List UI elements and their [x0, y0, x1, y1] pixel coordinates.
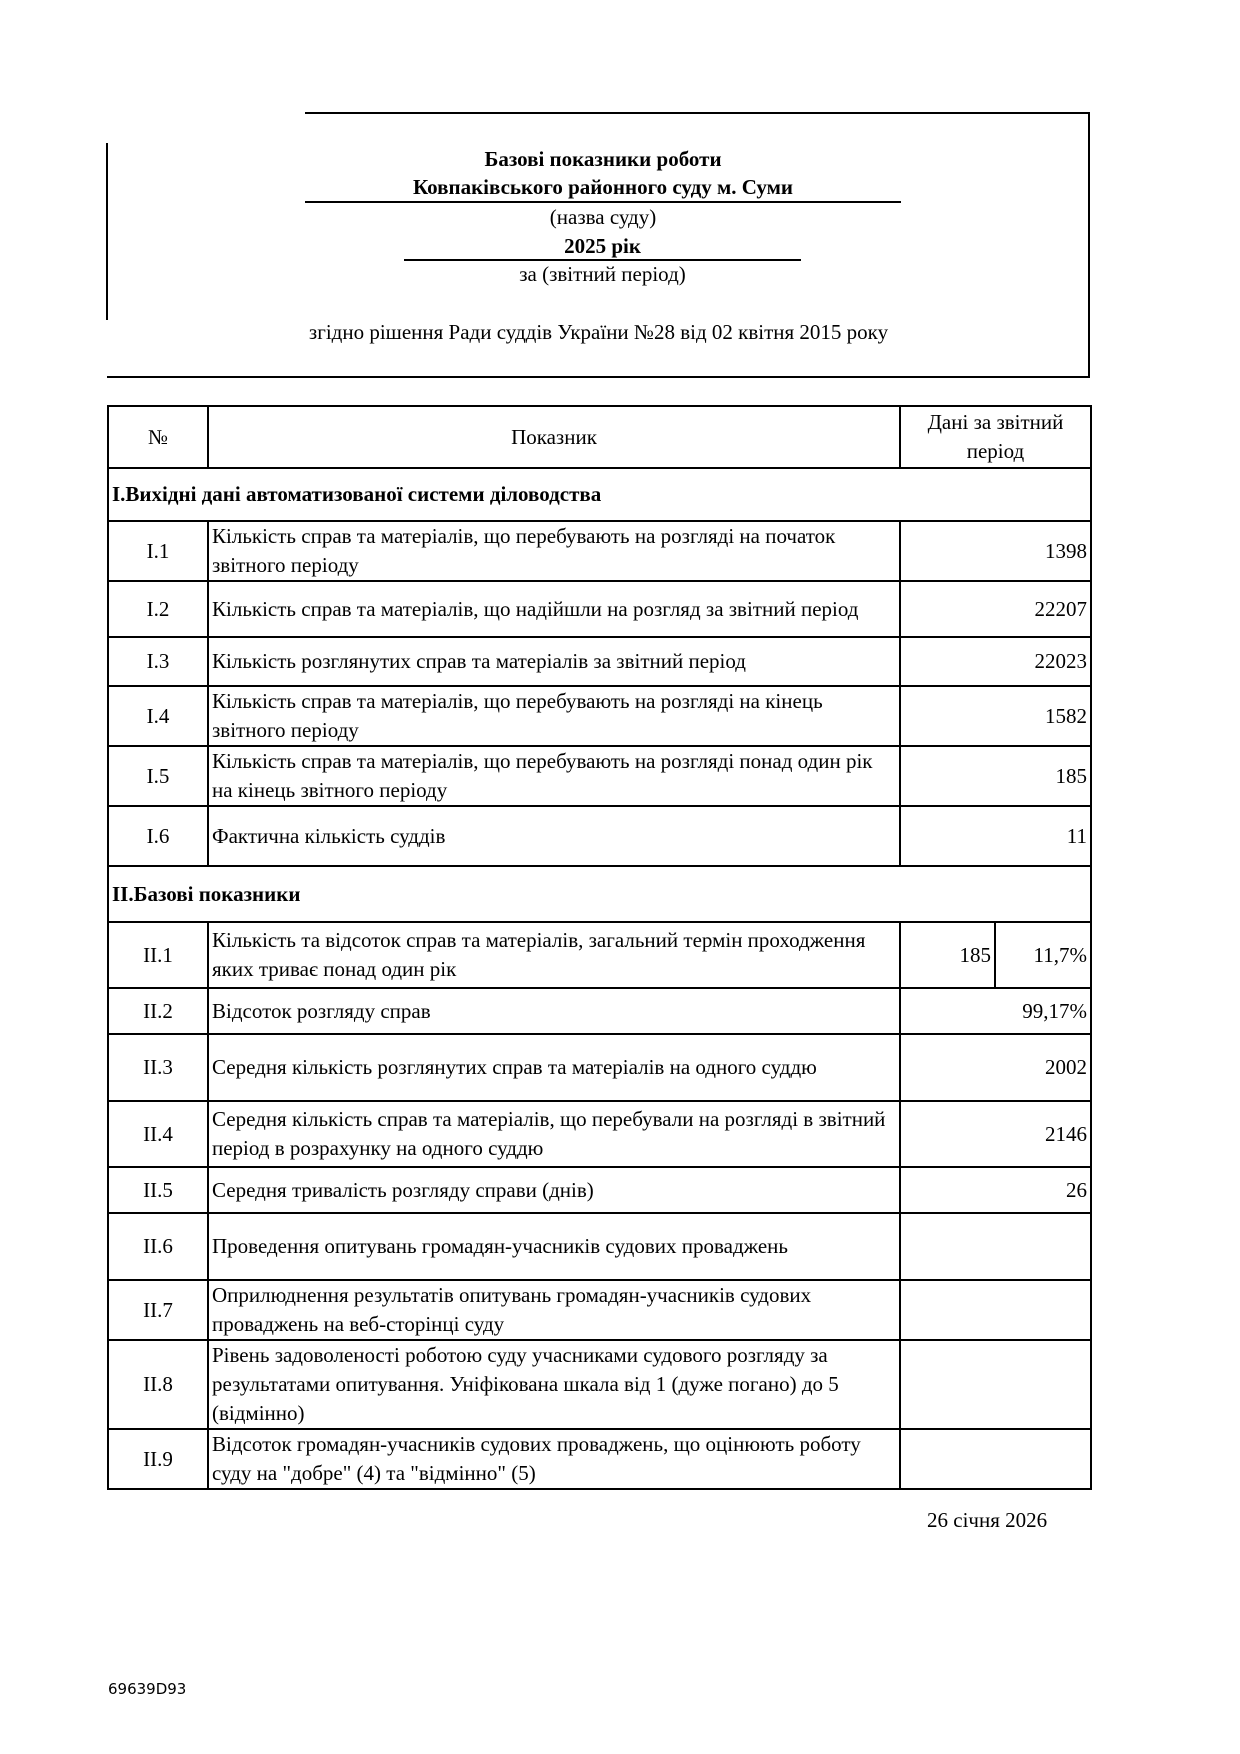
row-indicator: Середня кількість розглянутих справ та матеріалів на одного суддю — [208, 1034, 900, 1101]
table-row — [108, 1213, 1091, 1280]
table-row — [108, 686, 1091, 746]
document-code: 69639D93 — [108, 1680, 187, 1698]
header-bottom-border — [107, 376, 1090, 378]
table-row — [108, 746, 1091, 806]
row-number: II.9 — [108, 1429, 208, 1489]
section-title: II.Базові показники — [108, 866, 1091, 922]
row-indicator: Проведення опитувань громадян-учасників судових проваджень — [208, 1213, 900, 1280]
row-indicator: Кількість справ та матеріалів, що надійшли на розгляд за звітний період — [208, 581, 900, 637]
row-number: II.3 — [108, 1034, 208, 1101]
row-value — [900, 1213, 1091, 1280]
row-value — [900, 1429, 1091, 1489]
row-value: 99,17% — [900, 988, 1091, 1034]
table-row — [108, 1101, 1091, 1167]
row-value: 11 — [900, 806, 1091, 866]
report-title: Базові показники роботи — [484, 147, 722, 171]
header-left-border — [106, 143, 108, 320]
report-date: 26 січня 2026 — [927, 1508, 1048, 1532]
row-indicator: Фактична кількість суддів — [208, 806, 900, 866]
row-value: 22023 — [900, 637, 1091, 686]
row-value — [900, 1340, 1091, 1429]
row-value-count: 185 — [900, 922, 995, 988]
row-number: II.4 — [108, 1101, 208, 1167]
section-row — [108, 866, 1091, 922]
row-number: I.1 — [108, 521, 208, 581]
row-value: 1582 — [900, 686, 1091, 746]
row-value: 22207 — [900, 581, 1091, 637]
row-number: II.6 — [108, 1213, 208, 1280]
row-value: 2146 — [900, 1101, 1091, 1167]
table-row — [108, 922, 1091, 988]
table-row — [108, 1167, 1091, 1213]
basis-text: згідно рішення Ради суддів України №28 від 02 квітня 2015 року — [308, 320, 889, 344]
row-number: I.5 — [108, 746, 208, 806]
row-indicator: Кількість розглянутих справ та матеріалів за звітний період — [208, 637, 900, 686]
row-number: I.2 — [108, 581, 208, 637]
table-row — [108, 1034, 1091, 1101]
row-indicator: Середня кількість справ та матеріалів, що перебували на розгляді в звітний період в розрахунку на одного суддю — [208, 1101, 900, 1167]
table-row — [108, 806, 1091, 866]
row-number: II.2 — [108, 988, 208, 1034]
table-row — [108, 521, 1091, 581]
row-indicator: Відсоток розгляду справ — [208, 988, 900, 1034]
row-number: II.7 — [108, 1280, 208, 1340]
row-value: 2002 — [900, 1034, 1091, 1101]
column-header-value: Дані за звітний період — [900, 406, 1091, 468]
row-indicator: Оприлюднення результатів опитувань громадян-учасників судових проваджень на веб-сторінці суду — [208, 1280, 900, 1340]
row-value-percent: 11,7% — [995, 922, 1091, 988]
row-indicator: Кількість справ та матеріалів, що перебувають на розгляді на кінець звітного періоду — [208, 686, 900, 746]
table-row — [108, 581, 1091, 637]
header-top-border — [305, 112, 1090, 114]
column-header-indicator: Показник — [208, 406, 900, 468]
row-indicator: Кількість справ та матеріалів, що перебувають на розгляді понад один рік на кінець звітного періоду — [208, 746, 900, 806]
row-value: 1398 — [900, 521, 1091, 581]
table-row — [108, 988, 1091, 1034]
row-value: 185 — [900, 746, 1091, 806]
row-indicator: Середня тривалість розгляду справи (днів) — [208, 1167, 900, 1213]
row-value — [900, 1280, 1091, 1340]
row-number: I.6 — [108, 806, 208, 866]
row-indicator: Рівень задоволеності роботою суду учасниками судового розгляду за результатами опитування. Уніфікована шкала від 1 (дуже погано) до 5 (відмінно) — [208, 1340, 900, 1429]
row-number: I.3 — [108, 637, 208, 686]
row-number: II.5 — [108, 1167, 208, 1213]
row-indicator: Відсоток громадян-учасників судових проваджень, що оцінюють роботу суду на "добре" (4) та "відмінно" (5) — [208, 1429, 900, 1489]
row-number: I.4 — [108, 686, 208, 746]
row-value: 26 — [900, 1167, 1091, 1213]
row-number: II.1 — [108, 922, 208, 988]
report-period: 2025 рік — [564, 234, 641, 258]
column-header-number: № — [108, 406, 208, 468]
indicators-table — [107, 405, 1092, 1490]
row-number: II.8 — [108, 1340, 208, 1429]
period-caption: за (звітний період) — [519, 262, 686, 286]
court-caption: (назва суду) — [549, 205, 657, 229]
table-row — [108, 1429, 1091, 1489]
court-name: Ковпаківського районного суду м. Суми — [412, 175, 794, 199]
table-row — [108, 1280, 1091, 1340]
row-indicator: Кількість та відсоток справ та матеріалів, загальний термін проходження яких триває понад один рік — [208, 922, 900, 988]
table-row — [108, 1340, 1091, 1429]
table-row — [108, 637, 1091, 686]
section-title: I.Вихідні дані автоматизованої системи діловодства — [108, 468, 1091, 521]
section-row — [108, 468, 1091, 521]
row-indicator: Кількість справ та матеріалів, що перебувають на розгляді на початок звітного періоду — [208, 521, 900, 581]
table-header-row — [108, 406, 1091, 468]
